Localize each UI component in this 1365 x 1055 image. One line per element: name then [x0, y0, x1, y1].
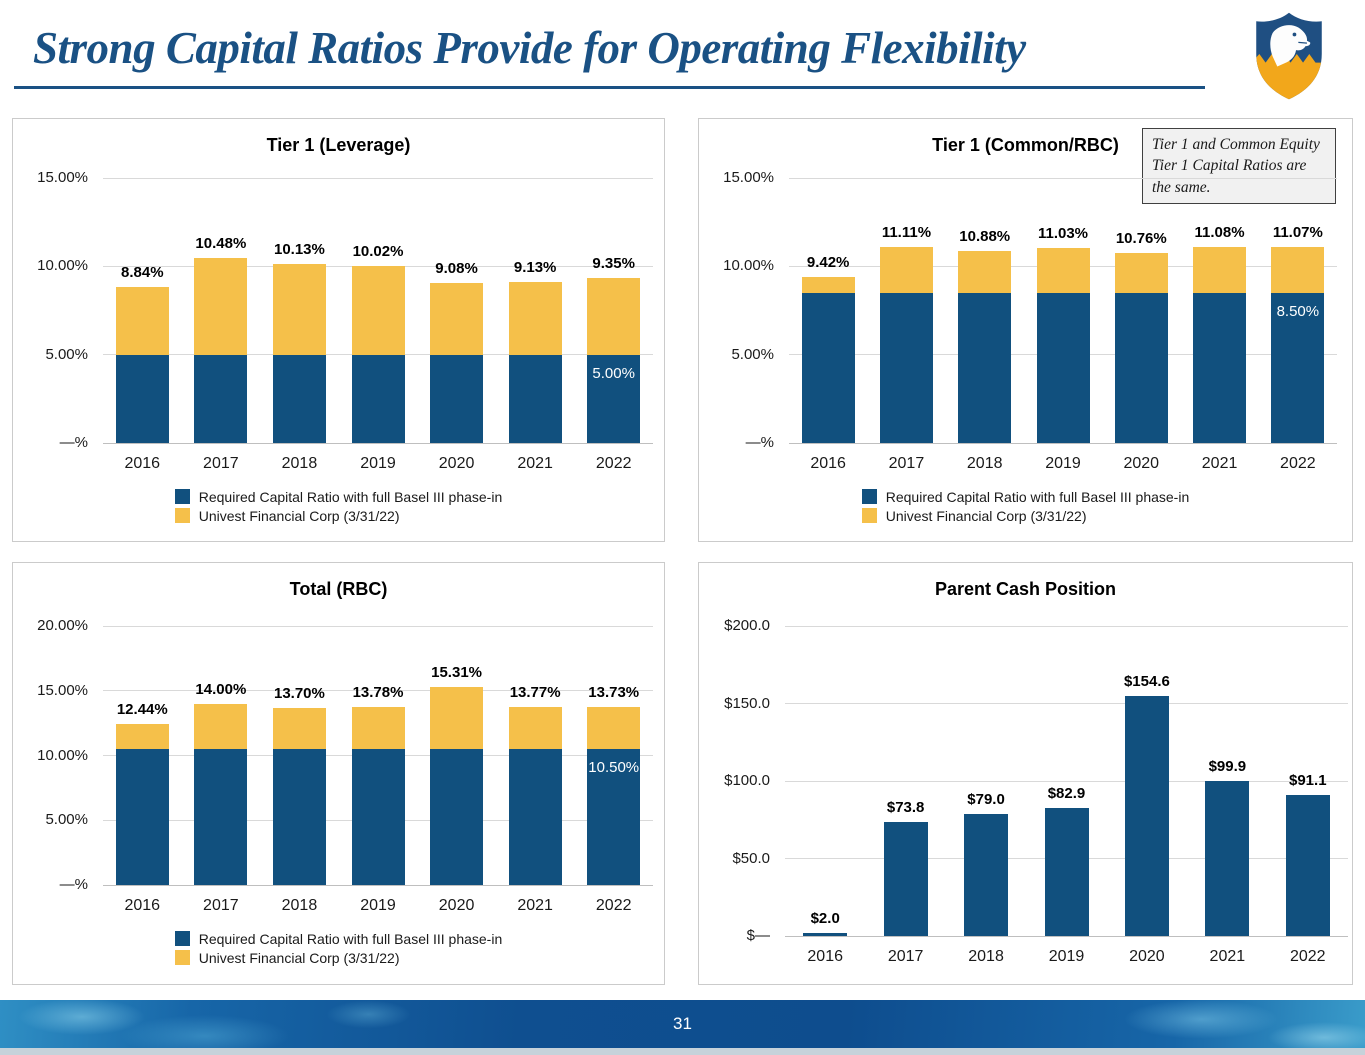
bar-value-label: 10.88% [959, 227, 1011, 245]
legend-item-label: Required Capital Ratio with full Basel III phase-in [885, 488, 1190, 505]
x-axis-tick-label: 2017 [203, 897, 239, 914]
bar-segment [1193, 293, 1246, 443]
bar-segment [273, 749, 326, 885]
x-axis-tick-label: 2019 [1045, 455, 1081, 472]
bar-value-label: 13.77% [509, 683, 561, 701]
bar-segment [1271, 247, 1324, 292]
bar-segment [430, 355, 483, 443]
chart-title: Parent Cash Position [934, 579, 1117, 599]
legend-color-swatch [175, 950, 190, 965]
bar-value-label: 13.73% [588, 684, 640, 702]
chart-panel-tier1-leverage [12, 118, 665, 542]
gridline [103, 178, 653, 179]
y-axis-tick-label: $— [746, 927, 770, 944]
bar-segment [273, 264, 326, 355]
bar-segment [1205, 781, 1249, 936]
x-axis-tick-label: 2016 [124, 897, 161, 914]
y-axis-tick-label: 15.00% [37, 169, 88, 186]
y-axis-tick-label: —% [745, 434, 774, 451]
bar-segment [587, 707, 640, 749]
bar-segment [958, 251, 1011, 293]
bar-value-label: 8.84% [121, 263, 164, 281]
bar-segment [509, 355, 562, 443]
x-axis-tick-label: 2022 [1280, 455, 1316, 472]
note-box: Tier 1 and Common Equity Tier 1 Capital Ratios are the same. [1142, 128, 1336, 204]
x-axis-tick-label: 2020 [1129, 948, 1165, 965]
bar-segment [1115, 293, 1168, 443]
legend-item [175, 506, 503, 525]
bar-value-label: $82.9 [1047, 784, 1086, 802]
bar-segment [352, 266, 405, 355]
x-axis-tick-label: 2018 [281, 455, 318, 472]
required-ratio-inside-label: 10.50% [588, 759, 640, 777]
bar-segment [430, 283, 483, 355]
y-axis-tick-label: —% [59, 434, 88, 451]
bar-segment [587, 278, 640, 355]
bar-value-label: $154.6 [1123, 673, 1170, 691]
bar-segment [430, 749, 483, 885]
chart-panel-parent-cash-position [698, 562, 1353, 985]
x-axis-tick-label: 2022 [1289, 948, 1326, 965]
bar-segment [1193, 247, 1246, 293]
bar-segment [1125, 696, 1169, 936]
bar-value-label: 9.42% [806, 253, 850, 271]
bar-segment [194, 749, 247, 885]
chart-title: Tier 1 (Common/RBC) [932, 135, 1119, 155]
bar-value-label: 13.78% [352, 683, 404, 701]
legend-items [175, 929, 503, 967]
bar-value-label: 11.08% [1194, 224, 1245, 242]
bar-segment [352, 355, 405, 443]
bar-segment [116, 355, 169, 443]
bar-segment [803, 933, 847, 936]
bar-value-label: 11.03% [1037, 225, 1089, 243]
bar-segment [802, 293, 855, 443]
bar-value-label: $99.9 [1208, 758, 1247, 776]
chart-panel-tier1-common-rbc [698, 118, 1353, 542]
page-number: 31 [673, 1014, 692, 1033]
footer-strip [0, 1048, 1365, 1055]
legend-item-label: Required Capital Ratio with full Basel III phase-in [198, 930, 503, 947]
bar-segment [964, 814, 1008, 936]
y-axis-tick-label: 10.00% [37, 746, 88, 764]
bar-value-label: $2.0 [810, 909, 840, 927]
y-axis-tick-label: 10.00% [37, 257, 88, 275]
bar-value-label: $73.8 [886, 798, 925, 816]
legend-item [175, 929, 503, 948]
bar-segment [880, 247, 933, 293]
bar-value-label: 9.08% [435, 259, 478, 277]
legend-color-swatch [175, 489, 190, 504]
bar-value-label: 9.35% [592, 254, 635, 272]
bar-segment [194, 704, 247, 749]
bar-segment [1045, 808, 1089, 936]
legend-color-swatch [862, 508, 877, 523]
y-axis-tick-label: 5.00% [45, 345, 88, 363]
legend-item [862, 487, 1190, 506]
x-axis-tick-label: 2021 [1201, 455, 1238, 472]
bar-segment [509, 749, 562, 885]
x-axis-tick-label: 2021 [517, 897, 553, 914]
footer-bar [0, 1000, 1365, 1048]
x-axis-tick-label: 2018 [281, 897, 318, 914]
gridline [785, 703, 1348, 704]
chart-title: Total (RBC) [289, 579, 388, 599]
y-axis-tick-label: 15.00% [37, 681, 88, 699]
legend-item-label: Univest Financial Corp (3/31/22) [198, 507, 400, 524]
bar-segment [880, 293, 933, 443]
legend-color-swatch [862, 489, 877, 504]
legend-items [862, 487, 1190, 525]
y-axis-tick-label: 5.00% [731, 345, 774, 363]
x-axis-tick-label: 2018 [966, 455, 1003, 472]
bar-segment [273, 355, 326, 443]
bar-segment [1115, 253, 1168, 293]
x-axis-tick-label: 2017 [888, 455, 925, 472]
legend-item [175, 487, 503, 506]
bar-segment [884, 822, 928, 936]
legend-color-swatch [175, 508, 190, 523]
chart-legend [699, 487, 1352, 528]
legend-color-swatch [175, 931, 190, 946]
x-axis-tick-label: 2020 [438, 455, 475, 472]
legend-item-label: Required Capital Ratio with full Basel III phase-in [198, 488, 503, 505]
bar-value-label: 9.13% [513, 258, 557, 276]
chart-title: Tier 1 (Leverage) [266, 135, 411, 155]
legend-items [175, 487, 503, 525]
y-axis-tick-label: $100.0 [724, 772, 770, 789]
bar-value-label: 10.76% [1115, 229, 1167, 247]
required-ratio-inside-label: 8.50% [1276, 302, 1320, 320]
bar-segment [1037, 293, 1090, 443]
x-axis-tick-label: 2018 [968, 948, 1004, 965]
x-axis-tick-label: 2019 [360, 897, 396, 914]
bar-segment [430, 687, 483, 749]
bar-value-label: 11.07% [1272, 224, 1323, 242]
y-axis-tick-label: $200.0 [724, 617, 770, 634]
bar-segment [958, 293, 1011, 443]
bar-value-label: 10.02% [352, 242, 404, 260]
x-axis-tick-label: 2022 [595, 897, 632, 914]
x-axis-tick-label: 2020 [1123, 455, 1160, 472]
x-axis-tick-label: 2016 [807, 948, 843, 965]
eagle-shield-logo-icon [1250, 10, 1328, 102]
x-axis-tick-label: 2016 [810, 455, 846, 472]
y-axis-tick-label: —% [59, 876, 88, 893]
bar-segment [273, 708, 326, 749]
legend-item [175, 948, 503, 967]
x-axis-tick-label: 2021 [517, 455, 553, 472]
page-title: Strong Capital Ratios Provide for Operating Flexibility [33, 23, 1026, 73]
bar-value-label: 15.31% [431, 663, 482, 681]
bar-value-label: 13.70% [273, 684, 325, 702]
bar-value-label: 12.44% [116, 700, 168, 718]
gridline [785, 626, 1348, 627]
y-axis-tick-label: 5.00% [45, 811, 88, 829]
bar-segment [1037, 248, 1090, 293]
y-axis-tick-label: $150.0 [724, 694, 770, 712]
bar-segment [194, 355, 247, 443]
chart-legend [13, 487, 664, 528]
x-axis-tick-label: 2020 [438, 897, 475, 914]
bar-segment [116, 749, 169, 885]
bar-value-label: $91.1 [1289, 771, 1327, 789]
y-axis-tick-label: 15.00% [723, 169, 774, 186]
chart-legend [13, 929, 664, 970]
bar-segment [509, 707, 562, 749]
bar-segment [509, 282, 562, 355]
y-axis-tick-label: $50.0 [732, 849, 770, 867]
legend-item-label: Univest Financial Corp (3/31/22) [885, 507, 1087, 524]
bar-value-label: 10.48% [195, 234, 247, 252]
bar-value-label: 10.13% [273, 241, 325, 259]
x-axis-tick-label: 2019 [1048, 948, 1085, 965]
chart-panel-total-rbc [12, 562, 665, 985]
bar-segment [352, 707, 405, 749]
x-axis-tick-label: 2016 [124, 455, 161, 472]
legend-item [862, 506, 1190, 525]
x-axis-tick-label: 2017 [203, 455, 239, 472]
gridline [789, 178, 1337, 179]
bar-segment [194, 258, 247, 355]
legend-item-label: Univest Financial Corp (3/31/22) [198, 949, 400, 966]
bar-segment [802, 277, 855, 293]
y-axis-tick-label: 20.00% [37, 617, 88, 634]
bar-segment [1286, 795, 1330, 936]
bar-value-label: $79.0 [967, 790, 1005, 808]
title-underline [14, 86, 1205, 89]
gridline [103, 626, 653, 627]
bar-segment [116, 724, 169, 749]
bar-segment [116, 287, 169, 355]
x-axis-tick-label: 2019 [360, 455, 396, 472]
bar-value-label: 11.11% [881, 223, 932, 241]
bar-value-label: 14.00% [195, 680, 247, 698]
x-axis-tick-label: 2017 [887, 948, 924, 965]
x-axis-tick-label: 2021 [1209, 948, 1246, 965]
bar-segment [352, 749, 405, 885]
required-ratio-inside-label: 5.00% [592, 364, 635, 382]
x-axis-tick-label: 2022 [595, 455, 632, 472]
y-axis-tick-label: 10.00% [723, 257, 774, 275]
